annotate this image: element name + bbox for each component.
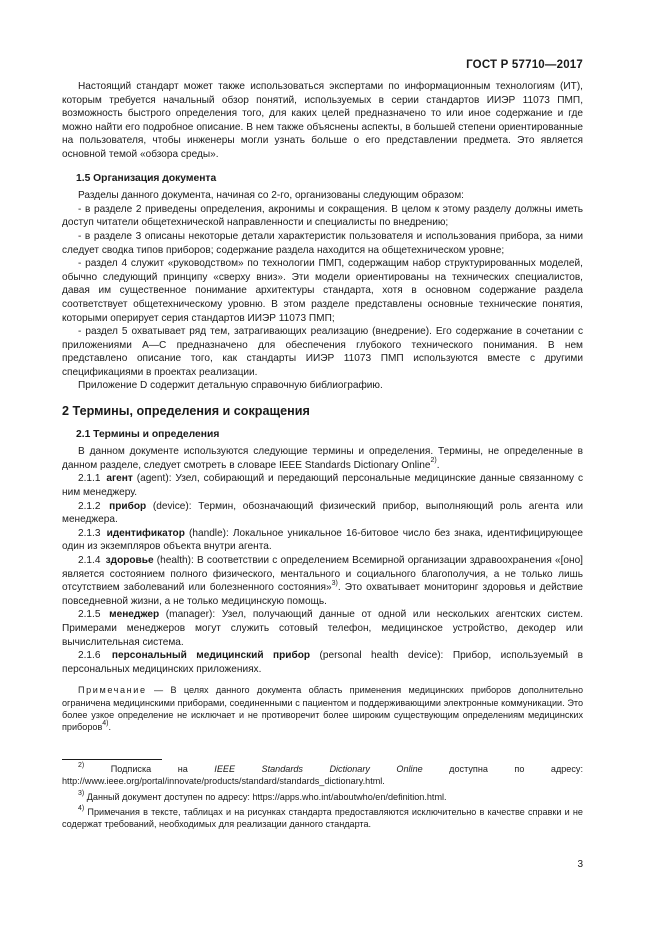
section-1-5-item: - раздел 5 охватывает ряд тем, затрагивающих реализацию (внедрение). Его содержание в сочетании с приложениями А—С предназначено для обеспечения глубокого технического понимания. В нем представлено описание того, как стандарты ИИЭР 11073 ПМП используются вместе с другими спецификациями в проектах реализации.	[62, 326, 583, 378]
term-2-1-2	[62, 500, 583, 527]
section-1-5-title: 1.5 Организация документа	[76, 172, 217, 184]
footnote-text: Примечания в тексте, таблицах и на рисунках стандарта предоставляются исключительно в качестве справки и не содержат требований, необходимых для реализации данного стандарта.	[62, 806, 583, 830]
footnote	[62, 763, 583, 788]
footnote-ref: 3)	[331, 579, 338, 587]
term-definition: (personal health device): Прибор, используемый в персональных медицинских приложениях.	[62, 650, 583, 675]
term-name: персональный медицинский прибор	[111, 650, 311, 662]
note-text: — В целях данного документа область применения медицинских приборов дополнительно ограничена медицинскими приборами, соединенными с пациентом и поддерживающими электронные коммуникации. Это более узкое определение не исключает и не противоречит более широким существующим определениям медицинских приборов	[62, 685, 583, 733]
section-1-5-item: - в разделе 3 описаны некоторые детали характеристик пользователя и использования прибора, за ними следует сводка типов приборов; содержание раздела находится на общетехническом уровне;	[62, 230, 583, 256]
footnote-divider	[62, 759, 162, 760]
note-end: .	[108, 722, 112, 733]
term-definition-end: . Это охватывает мониторинг здоровья и действие повседневной жизни, а не только медицинскую помощь.	[62, 582, 583, 607]
term-number: 2.1.2	[78, 500, 101, 512]
intro-text: В данном документе используются следующие термины и определения. Термины, не определенные в данном разделе, следует смотреть в словаре IEEE Standards Dictionary Online	[62, 446, 583, 471]
term-2-1-4	[62, 554, 583, 608]
section-1-5-item: - раздел 4 служит «руководством» по технологии ПМП, содержащим набор структурированных моделей, обычно следующий принципу «сверху вниз». Эти модели ориентированы на технических специалистов, давая им существенное понимание архитектуры стандарта, хотя в основном содержание раздела соответствует общетехническому уровню. В этом разделе представлены основные технические понятия, которыми оперирует серия стандартов ИИЭР 11073 ПМП;	[62, 258, 583, 324]
term-definition: (device): Термин, обозначающий физический прибор, выполняющий роль агента или менеджера.	[62, 500, 583, 526]
term-2-1-5	[62, 608, 583, 649]
term-definition: (manager): Узел, получающий данные от одной или нескольких агентских систем. Примерами менеджеров могут служить сотовый телефон, медицинское устройство, декодер или вычислительная система.	[62, 609, 583, 648]
term-number: 2.1.1	[78, 473, 101, 485]
term-2-1-3	[62, 527, 583, 554]
section-2-1-title: 2.1 Термины и определения	[76, 428, 220, 440]
term-definition: (health): В соответствии с определением Всемирной организации здравоохранения «[оно] является состоянием полного физического, ментального и социального благополучия, а не только лишь отсутствием заболеваний или болезненного состояния»	[62, 555, 583, 594]
footnotes	[62, 763, 583, 833]
document-header: ГОСТ Р 57710—2017	[466, 59, 583, 71]
term-number: 2.1.6	[78, 650, 101, 662]
intro-paragraph: Настоящий стандарт может также использоваться экспертами по информационным технологиям (ИТ), которым требуется начальный обзор понятий, используемых в серии стандартов ИИЭР 11073 ПМП, возможность быстрого определения того, для каких целей предназначено то или иное содержание и где можно найти его подробное описание. В нем также объяснены аспекты, в большей степени ориентированные на пользователя, чтобы инженеры могли узнать больше о его представлении предмета. Это является основной темой «обзора среды».	[62, 81, 583, 160]
footnote-text-end: доступна по адресу: http://www.ieee.org/portal/innovate/products/standard/standards_dictionary.html.	[62, 764, 583, 787]
term-definition: (handle): Локальное уникальное 16-битовое число без знака, идентифицирующее один из экземпляров объекта внутри агента.	[62, 527, 584, 553]
term-name: здоровье	[105, 555, 154, 566]
term-2-1-1	[62, 472, 583, 499]
section-2-1-intro	[62, 445, 583, 472]
term-name: агент	[106, 473, 133, 485]
term-name: прибор	[109, 500, 147, 512]
note-label: Примечание	[78, 685, 147, 696]
section-1-5-intro: Разделы данного документа, начиная со 2-го, организованы следующим образом:	[78, 190, 464, 202]
term-2-1-6	[62, 649, 583, 676]
footnote-text: Данный документ доступен по адресу: https://apps.who.int/aboutwho/en/definition.html.	[84, 791, 447, 802]
term-name: менеджер	[109, 609, 160, 621]
term-number: 2.1.4	[78, 555, 101, 566]
footnote-italic: IEEE Standards Dictionary Online	[214, 764, 423, 774]
section-1-5-appendix: Приложение D содержит детальную справочную библиографию.	[78, 380, 383, 392]
footnote-mark: 2)	[78, 761, 85, 769]
page-number: 3	[577, 859, 583, 870]
footnote-ref: 2)	[430, 457, 437, 465]
main-content	[62, 80, 583, 734]
footnote	[62, 806, 583, 831]
note-paragraph	[62, 684, 583, 733]
intro-end: .	[436, 459, 440, 471]
section-1-5-item: - в разделе 2 приведены определения, акронимы и сокращения. В целом к этому разделу должны иметь доступ читатели общетехнической направленности и специалисты по внедрению;	[62, 203, 583, 229]
footnote-mark: 3)	[78, 789, 85, 797]
footnote	[62, 791, 583, 803]
term-number: 2.1.3	[78, 527, 101, 539]
footnote-text: Подписка на	[84, 764, 215, 774]
section-2-title: 2 Термины, определения и сокращения	[62, 404, 310, 419]
term-name: идентификатор	[106, 527, 185, 539]
footnote-ref: 4)	[102, 720, 109, 728]
footnote-mark: 4)	[78, 804, 85, 812]
term-definition: (agent): Узел, собирающий и передающий персональные медицинские данные связанному с ним менеджеру.	[62, 473, 583, 499]
term-number: 2.1.5	[78, 609, 101, 621]
